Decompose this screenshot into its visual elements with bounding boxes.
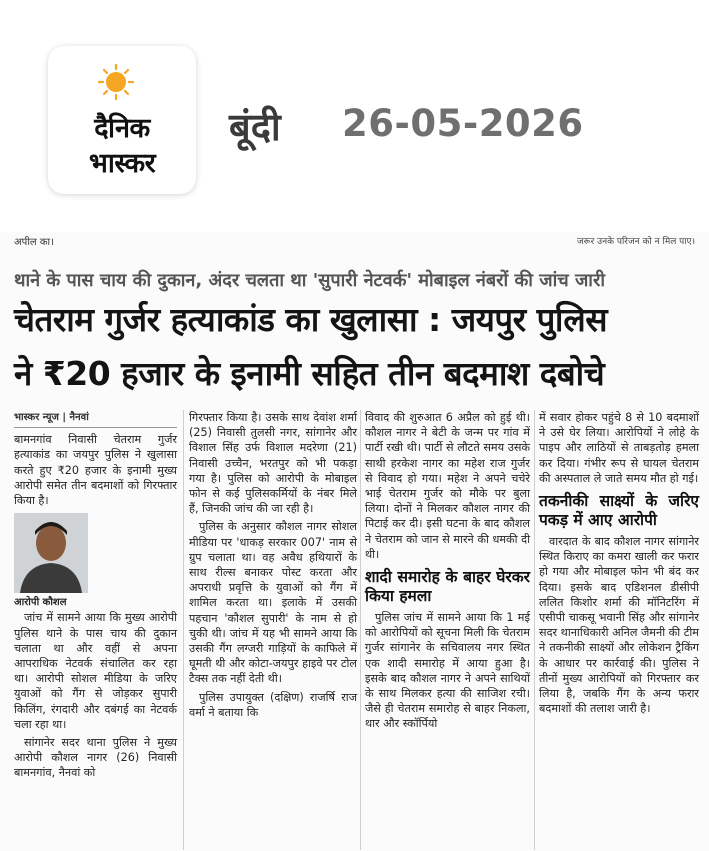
kicker-subheadline: थाने के पास चाय की दुकान, अंदर चलता था 'सुपारी नेटवर्क' मोबाइल नंबरों की जांच जारी [14, 270, 605, 291]
column-divider [360, 410, 361, 850]
dainik-bhaskar-logo[interactable] [48, 46, 196, 194]
headline-line-1: चेतराम गुर्जर हत्याकांड का खुलासा : जयपुर पुलिस [14, 300, 608, 339]
column-divider [534, 410, 535, 850]
paragraph: में सवार होकर पहुंचे 8 से 10 बदमाशों ने उसे घेर लिया। आरोपियों ने लोहे के पाइप और लाठियों से ताबड़तोड़ हमला कर दिया। गंभीर रूप से घायल चेतराम की अस्पताल ले जाते समय मौत हो गई। [539, 411, 699, 485]
article-column-2 [189, 410, 357, 723]
paragraph: गिरफ्तार किया है। उसके साथ देवांश शर्मा (25) निवासी तुलसी नगर, सांगानेर और विशाल सिंह उर्फ विशाल मदरेणा (21) निवासी उच्चैन, भरतपुर को भी पकड़ा गया है। पुलिस को आरोपी के मोबाइल फोन से कई पुलिसकर्मियों के नंबर मिले हैं, जिनकी जांच की जा रही है। [189, 411, 357, 516]
logo-text-dainik: दैनिक [94, 113, 150, 144]
section-subheading: तकनीकी साक्ष्यों के जरिए पकड़ में आए आरोपी [539, 492, 699, 530]
paragraph: बामनगांव निवासी चेतराम गुर्जर हत्याकांड का जयपुर पुलिस ने खुलासा करते हुए ₹20 हजार के इनामी मुख्य आरोपी समेत तीन बदमाशों को गिरफ्तार किया है। [14, 433, 177, 508]
article-column-1 [14, 410, 177, 784]
paragraph: सांगानेर सदर थाना पुलिस ने मुख्य आरोपी कौशल नागर (26) निवासी बामनगांव, नैनवां को [14, 736, 177, 780]
previous-article-fragment: अपील का। [14, 237, 54, 248]
edition-date: 26-05-2026 [342, 102, 584, 145]
article-column-3 [365, 410, 530, 735]
paragraph: पुलिस जांच में सामने आया कि 1 मई को आरोपियों को सूचना मिली कि चेतराम गुर्जर सांगानेर के सचिवालय नगर स्थित एक शादी समारोह में आया हुआ है। इसके बाद कौशल नागर ने अपने साथियों के साथ मिलकर हत्या की साजिश रची। जैसे ही चेतराम समारोह से बाहर निकला, थार और स्कॉर्पियो [365, 611, 530, 731]
byline: भास्कर न्यूज | नैनवां [14, 410, 177, 428]
header-bar [0, 0, 709, 205]
section-subheading: शादी समारोह के बाहर घेरकर किया हमला [365, 568, 530, 606]
paragraph: पुलिस उपायुक्त (दक्षिण) राजर्षि राज वर्मा ने बताया कि [189, 690, 357, 719]
paragraph: विवाद की शुरुआत 6 अप्रैल को हुई थी। कौशल नागर ने बेटी के जन्म पर गांव में पार्टी रखी थी। पार्टी से लौटते समय उसके साथी हरकेश नागर का महेश राज गुर्जर से विवाद हो गया। महेश ने अपने चचेरे भाई चेतराम गुर्जर को मौके पर बुला लिया। दोनों ने मिलकर कौशल नागर की पिटाई कर दी। इसी घटना के बाद कौशल ने चेतराम को जान से मारने की धमकी दी थी। [365, 411, 530, 561]
sun-icon [98, 64, 134, 100]
photo-caption: आरोपी कौशल [14, 597, 67, 609]
person-photo-icon [14, 513, 88, 593]
paragraph: पुलिस के अनुसार कौशल नागर सोशल मीडिया पर 'धाकड़ सरकार 007' नाम से ग्रुप चलाता था। वह अवैध हथियारों के साथ रील्स बनाकर पोस्ट करता और अपराधी प्रवृत्ति के युवाओं को गैंग में शामिल करता था। इलाके में उसकी पहचान 'कौशल सुपारी' के नाम से हो चुकी थी। जांच में यह भी सामने आया कि उसकी गैंग लग्जरी गाड़ियों के काफिले में घूमती थी और कोटा-जयपुर हाइवे पर टोल टैक्स तक नहीं देती थी। [189, 520, 357, 686]
city-name: बूंदी [229, 105, 281, 149]
newspaper-clipping [0, 232, 709, 851]
paragraph: जांच में सामने आया कि मुख्य आरोपी पुलिस थाने के पास चाय की दुकान चलाता था और वहीं से अपना आपराधिक नेटवर्क संचालित कर रहा था। आरोपी सोशल मीडिया के जरिए युवाओं को गैंग से जोड़कर सुपारी किलिंग, रंगदारी और दबंगई का नेटवर्क चला रहा था। [14, 611, 177, 731]
column-divider [183, 410, 184, 850]
article-column-4 [539, 410, 699, 719]
previous-article-fragment-right: जरूर उनके परिजन को न मिल पाए। [576, 237, 695, 247]
accused-photo [14, 513, 88, 593]
headline-line-2: ने ₹20 हजार के इनामी सहित तीन बदमाश दबोचे [14, 354, 605, 393]
paragraph: वारदात के बाद कौशल नागर सांगानेर स्थित किराए का कमरा खाली कर फरार हो गया और मोबाइल फोन भी बंद कर दिया। इसके बाद एडिशनल डीसीपी ललित किशोर शर्मा की मॉनिटरिंग में एसीपी चाकसू भवानी सिंह और सांगानेर सदर थानाधिकारी अनिल जैमनी की टीम ने तकनीकी साक्ष्यों और लोकेशन ट्रैकिंग के आधार पर कार्रवाई की। पुलिस ने तीनों मुख्य आरोपियों को गिरफ्तार कर लिया है, जबकि गैंग के अन्य फरार बदमाशों की तलाश जारी है। [539, 535, 699, 716]
logo-text-bhaskar: भास्कर [88, 148, 156, 179]
